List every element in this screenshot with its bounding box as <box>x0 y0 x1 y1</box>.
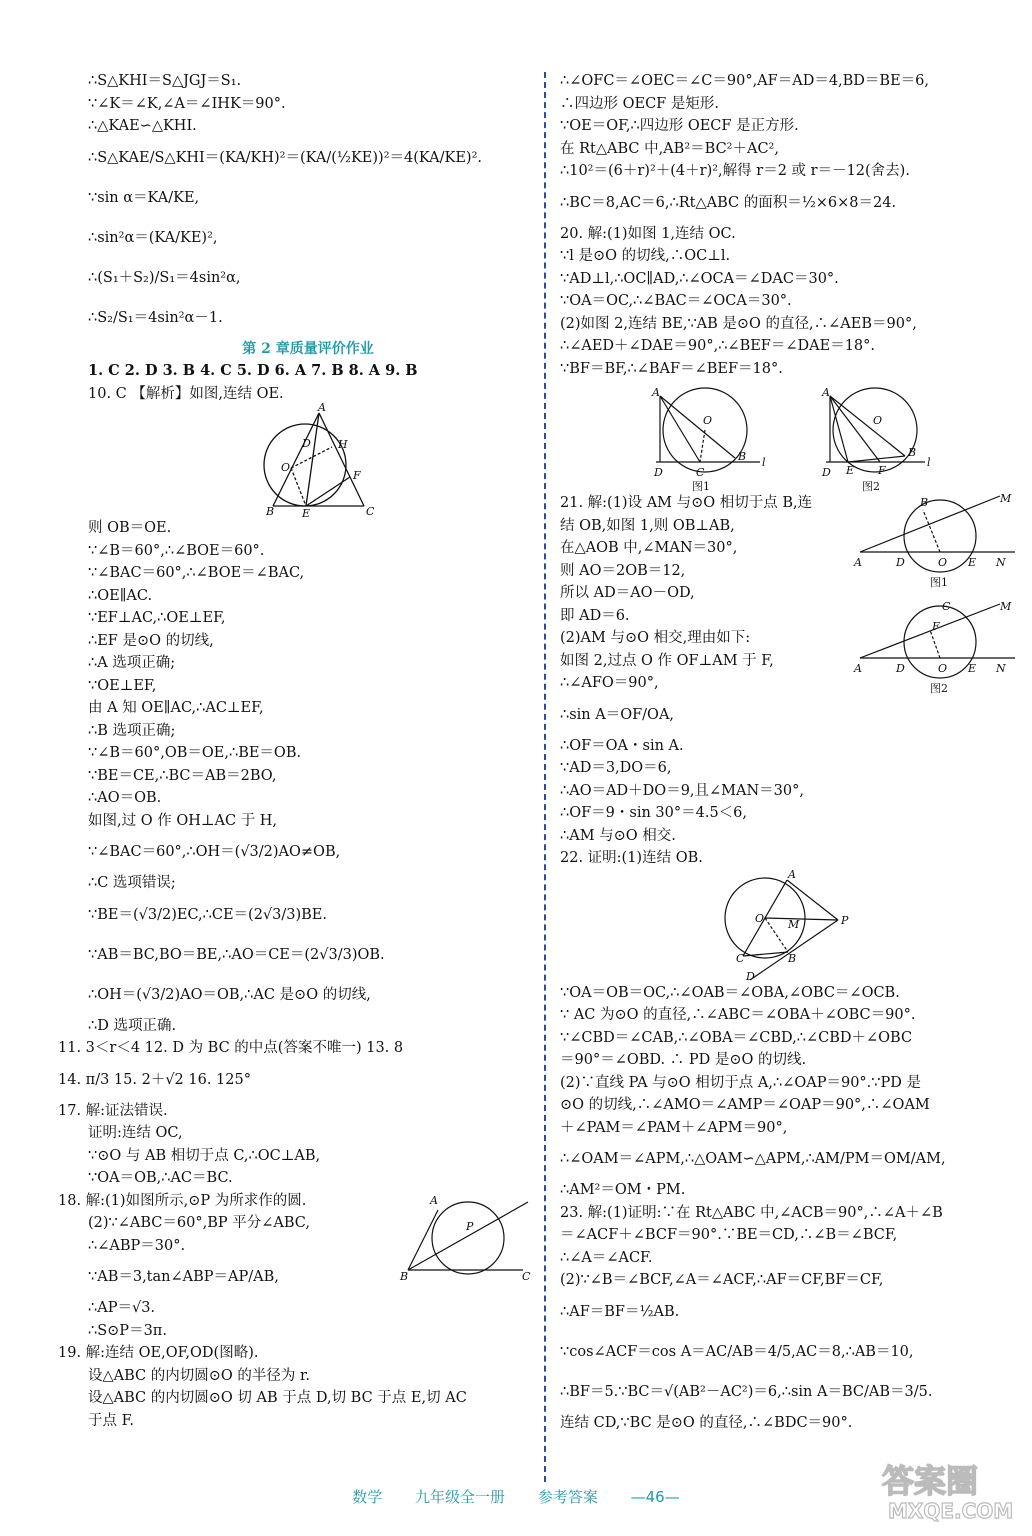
text-line: 则 OB＝OE. <box>88 520 172 536</box>
watermark-bottom: MXQE.COM <box>888 1499 1014 1523</box>
text-line: ∵ AC 为⊙O 的直径,∴∠ABC＝∠OBA＋∠OBC＝90°. <box>560 1007 916 1023</box>
svg-text:A: A <box>318 401 326 414</box>
footer-label: 参考答案 <box>537 1488 598 1506</box>
svg-text:A: A <box>652 386 660 399</box>
svg-text:B: B <box>908 446 917 459</box>
q21-fig1-label: 图1 <box>930 576 948 589</box>
text-line: ∵BE＝(√3/2)EC,∴CE＝(2√3/3)BE. <box>88 906 327 923</box>
svg-text:D: D <box>746 969 755 983</box>
text-line: ∵sin α＝KA/KE, <box>88 189 200 206</box>
svg-text:E: E <box>968 662 977 675</box>
svg-text:M: M <box>1000 600 1012 613</box>
text-line: ∵∠CBD＝∠CAB,∴∠OBA＝∠CBD,∴∠CBD＋∠OBC <box>560 1029 913 1046</box>
footer-grade: 九年级全一册 <box>415 1488 506 1506</box>
svg-text:N: N <box>996 556 1006 569</box>
text-line: ∴AM 与⊙O 相交. <box>560 827 676 844</box>
fig2-label: 图2 <box>862 480 880 493</box>
svg-text:O: O <box>938 556 948 569</box>
text-line: ∴∠AED＋∠DAE＝90°,∴∠BEF＝∠DAE＝18°. <box>560 338 876 354</box>
text-line: ∴∠OFC＝∠OEC＝∠C＝90°,AF＝AD＝4,BD＝BE＝6, <box>560 73 930 89</box>
text-line: 17. 解:证法错误. <box>58 1102 168 1119</box>
text-line: ∵l 是⊙O 的切线,∴OC⊥l. <box>560 248 731 264</box>
svg-text:F: F <box>932 620 940 633</box>
text-line: 即 AD＝6. <box>560 607 630 624</box>
text-line: ∴∠ABP＝30°. <box>88 1237 186 1254</box>
svg-text:A: A <box>788 867 796 881</box>
question-22-head: 22. 证明:(1)连结 OB. <box>560 850 703 866</box>
text-line: ∵∠BAC＝60°,∴OH＝(√3/2)AO≠OB, <box>88 844 341 860</box>
text-line: 23. 解:(1)证明:∵在 Rt△ABC 中,∠ACB＝90°,∴∠A＋∠B <box>560 1204 943 1221</box>
text-line: ∴AP＝√3. <box>88 1300 156 1316</box>
q20-figures <box>560 380 1020 492</box>
text-line: (2)∵∠ABC＝60°,BP 平分∠ABC, <box>88 1215 310 1231</box>
svg-text:P: P <box>841 913 849 927</box>
left-column <box>58 70 531 1432</box>
text-line: ∴sin A＝OF/OA, <box>560 706 675 723</box>
text-line: ∵BF＝BF,∴∠BAF＝∠BEF＝18°. <box>560 360 783 377</box>
text-line: (2)如图 2,连结 BE,∵AB 是⊙O 的直径,∴∠AEB＝90°, <box>560 315 917 332</box>
svg-text:E: E <box>846 464 855 477</box>
svg-text:F: F <box>878 464 886 477</box>
text-line: ∵AD⊥l,∴OC∥AD,∴∠OCA＝∠DAC＝30°. <box>560 270 839 287</box>
text-line: ∴S₂/S₁＝4sin²α－1. <box>88 309 223 326</box>
svg-text:C: C <box>522 1269 531 1283</box>
section-title: 第 2 章质量评价作业 <box>242 340 374 357</box>
footer-subject: 数学 <box>352 1488 383 1506</box>
text-line: ∴S△KAE/S△KHI＝(KA/KH)²＝(KA/(½KE))²＝4(KA/KE)². <box>88 149 482 166</box>
text-line: ∴∠OAM＝∠APM,∴△OAM∽△APM,∴AM/PM＝OM/AM, <box>560 1151 946 1167</box>
text-line: ∴sin²α＝(KA/KE)², <box>88 229 218 246</box>
svg-text:l: l <box>762 456 766 469</box>
svg-text:M: M <box>788 917 800 931</box>
svg-text:C: C <box>736 951 745 965</box>
text-line: ∴AO＝OB. <box>88 790 162 806</box>
text-line: 如图 2,过点 O 作 OF⊥AM 于 F, <box>560 652 774 669</box>
q18-figure <box>398 1190 531 1283</box>
text-line: 由 A 知 OE∥AC,∴AC⊥EF, <box>88 700 264 716</box>
text-line: 在 Rt△ABC 中,AB²＝BC²＋AC², <box>560 140 779 157</box>
text-line: ∴OE∥AC. <box>88 587 153 604</box>
text-line: ∵∠B＝60°,OB＝OE,∴BE＝OB. <box>88 745 302 761</box>
text-line: ∵AB＝3,tan∠ABP＝AP/AB, <box>88 1269 279 1285</box>
text-line: ∵OA＝OC,∴∠BAC＝∠OCA＝30°. <box>560 293 792 309</box>
svg-text:A: A <box>854 662 862 675</box>
q21-figures <box>850 492 1020 702</box>
text-line: ∴∠AFO＝90°, <box>560 675 659 691</box>
text-line: (2)∵∠B＝∠BCF,∠A＝∠ACF,∴AF＝CF,BF＝CF, <box>560 1272 884 1288</box>
text-line: ∴EF 是⊙O 的切线, <box>88 632 214 649</box>
text-line: ∵OA＝OB＝OC,∴∠OAB＝∠OBA,∠OBC＝∠OCB. <box>560 984 900 1001</box>
text-line: ∴A 选项正确; <box>88 655 176 671</box>
svg-text:B: B <box>788 951 797 965</box>
svg-text:A: A <box>430 1193 438 1207</box>
text-line: ＝∠ACF＋∠BCF＝90°.∵BE＝CD,∴∠B＝∠BCF, <box>560 1227 898 1243</box>
svg-text:O: O <box>281 461 291 474</box>
svg-text:C: C <box>942 600 951 613</box>
answer-row: 1. C 2. D 3. B 4. C 5. D 6. A 7. B 8. A 9. B <box>88 362 418 379</box>
text-line: ∴OF＝9・sin 30°＝4.5＜6, <box>560 805 748 821</box>
question-10-head: 10. C 【解析】如图,连结 OE. <box>88 385 284 402</box>
text-line: ∴AO＝AD＋DO＝9,且∠MAN＝30°, <box>560 782 804 799</box>
text-line: ∵cos∠ACF＝cos A＝AC/AB＝4/5,AC＝8,∴AB＝10, <box>560 1343 914 1360</box>
text-line: (2)AM 与⊙O 相交,理由如下: <box>560 630 751 646</box>
text-line: ∴AM²＝OM・PM. <box>560 1182 686 1198</box>
text-line: ∴∠A＝∠ACF. <box>560 1249 653 1266</box>
text-line: ∴C 选项错误; <box>88 875 176 891</box>
text-line: ∴四边形 OECF 是矩形. <box>560 95 719 112</box>
text-line: 则 AO＝2OB＝12, <box>560 562 686 579</box>
text-line: ∴(S₁＋S₂)/S₁＝4sin²α, <box>88 269 241 286</box>
svg-text:O: O <box>755 911 765 925</box>
text-line: ∴10²＝(6＋r)²＋(4＋r)²,解得 r＝2 或 r＝－12(舍去). <box>560 163 910 179</box>
svg-text:O: O <box>703 414 713 427</box>
text-line: ∵∠BAC＝60°,∴∠BOE＝∠BAC, <box>88 565 305 581</box>
svg-text:D: D <box>896 556 905 569</box>
text-line: 设△ABC 的内切圆⊙O 切 AB 于点 D,切 BC 于点 E,切 AC <box>88 1390 467 1406</box>
svg-text:O: O <box>938 662 948 675</box>
text-line: ∴OF＝OA・sin A. <box>560 737 684 754</box>
svg-text:A: A <box>822 386 830 399</box>
text-line: ＋∠PAM＝∠PAM＋∠APM＝90°, <box>560 1119 788 1136</box>
svg-text:N: N <box>996 662 1006 675</box>
svg-text:B: B <box>266 505 275 518</box>
text-line: ∵OE⊥EF, <box>88 677 157 694</box>
text-line: 在△AOB 中,∠MAN＝30°, <box>560 540 738 556</box>
text-line: 设△ABC 的内切圆⊙O 的半径为 r. <box>88 1367 310 1384</box>
text-line: ∵⊙O 与 AB 相切于点 C,∴OC⊥AB, <box>88 1147 321 1164</box>
watermark-logo <box>874 1454 1024 1524</box>
svg-text:D: D <box>822 466 831 479</box>
text-line: 证明:连结 OC, <box>88 1125 183 1141</box>
text-line: ∴OH＝(√3/2)AO＝OB,∴AC 是⊙O 的切线, <box>88 986 371 1003</box>
svg-text:B: B <box>400 1269 409 1283</box>
q10-figure <box>88 401 528 520</box>
text-line: ⊙O 的切线,∴∠AMO＝∠AMP＝∠OAP＝90°,∴∠OAM <box>560 1097 930 1113</box>
svg-text:D: D <box>896 662 905 675</box>
text-line: ∴AF＝BF＝½AB. <box>560 1303 680 1320</box>
text-line: ∵AB＝BC,BO＝BE,∴AO＝CE＝(2√3/3)OB. <box>88 946 385 963</box>
svg-text:H: H <box>338 438 348 451</box>
svg-text:B: B <box>738 450 747 463</box>
text-line: ＝90°＝∠OBD. ∴ PD 是⊙O 的切线. <box>560 1052 807 1068</box>
text-line: ∴S⊙P＝3π. <box>88 1322 167 1339</box>
text-line: ∴△KAE∽△KHI. <box>88 118 197 134</box>
text-line: 20. 解:(1)如图 1,连结 OC. <box>560 225 736 242</box>
text-line: ∵BE＝CE,∴BC＝AB＝2BO, <box>88 767 277 784</box>
column-divider <box>544 72 546 1482</box>
text-line: 21. 解:(1)设 AM 与⊙O 相切于点 B,连 <box>560 495 813 511</box>
text-line: 如图,过 O 作 OH⊥AC 于 H, <box>88 812 278 829</box>
text-line: ∵∠B＝60°,∴∠BOE＝60°. <box>88 542 265 559</box>
footer-page-number: —46— <box>630 1488 680 1506</box>
svg-text:C: C <box>696 466 705 479</box>
text-line: 19. 解:连结 OE,OF,OD(图略). <box>58 1345 259 1361</box>
text-line: ∴D 选项正确. <box>88 1017 177 1034</box>
text-line: ∵EF⊥AC,∴OE⊥EF, <box>88 610 226 626</box>
svg-text:A: A <box>854 556 862 569</box>
svg-text:O: O <box>873 414 883 427</box>
answer-row: 11. 3＜r＜4 12. D 为 BC 的中点(答案不唯一) 13. 8 <box>58 1040 404 1056</box>
text-line: (2)∵直线 PA 与⊙O 相切于点 A,∴∠OAP＝90°.∵PD 是 <box>560 1074 922 1091</box>
svg-text:l: l <box>927 456 931 469</box>
svg-text:M: M <box>1000 492 1012 505</box>
watermark-top: 答案圈 <box>882 1462 979 1500</box>
text-line: 所以 AD＝AO－OD, <box>560 585 695 601</box>
fig1-label: 图1 <box>692 480 710 493</box>
text-line: ∵∠K＝∠K,∠A＝∠IHK＝90°. <box>88 95 286 112</box>
text-line: 于点 F. <box>88 1412 135 1429</box>
text-line: ∵OA＝OB,∴AC＝BC. <box>88 1170 233 1186</box>
svg-text:B: B <box>920 496 929 509</box>
svg-text:D: D <box>654 466 663 479</box>
answer-row: 14. π/3 15. 2＋√2 16. 125° <box>58 1071 251 1088</box>
svg-text:E: E <box>968 556 977 569</box>
text-line: ∴B 选项正确; <box>88 722 176 739</box>
svg-text:F: F <box>353 469 361 482</box>
text-line: ∵OE＝OF,∴四边形 OECF 是正方形. <box>560 118 799 134</box>
q22-figure <box>560 867 1020 983</box>
text-line: ∴BC＝8,AC＝6,∴Rt△ABC 的面积＝½×6×8＝24. <box>560 194 897 211</box>
svg-text:D: D <box>302 437 311 450</box>
svg-text:C: C <box>366 505 375 518</box>
text-line: 结 OB,如图 1,则 OB⊥AB, <box>560 517 735 534</box>
text-line: ∵AD＝3,DO＝6, <box>560 760 672 776</box>
text-line: 18. 解:(1)如图所示,⊙P 为所求作的圆. <box>58 1192 307 1209</box>
text-line: 连结 CD,∵BC 是⊙O 的直径,∴∠BDC＝90°. <box>560 1414 853 1431</box>
svg-text:E: E <box>302 507 311 520</box>
text-line: ∴BF＝5.∵BC＝√(AB²－AC²)＝6,∴sin A＝BC/AB＝3/5. <box>560 1383 933 1400</box>
right-column <box>560 70 1020 1434</box>
text-line: ∴S△KHI＝S△JGJ＝S₁. <box>88 73 242 89</box>
svg-text:P: P <box>466 1219 474 1233</box>
q21-fig2-label: 图2 <box>930 682 948 695</box>
